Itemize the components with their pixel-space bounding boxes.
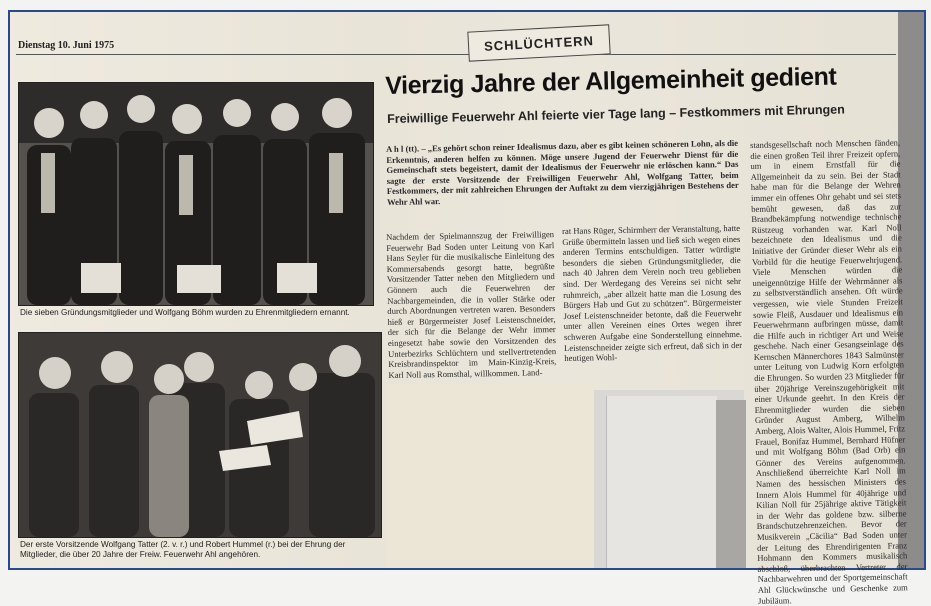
issue-date: Dienstag 10. Juni 1975: [18, 40, 115, 51]
photo-founding-members-image: [19, 83, 373, 305]
shadow-strip: [716, 400, 746, 568]
header-rule: [16, 54, 896, 55]
top-photo-caption: Die sieben Gründungsmitglieder und Wolfgang Böhm wurden zu Ehrenmitgliedern ernannt.: [20, 308, 350, 317]
article-column-3: standsgesellschaft noch Menschen fänden, die einen großen Teil ihrer Freizeit opfern, um in einem Ernstfall für die Allgemeinheit da zu sein. Bei der Stadt habe man für die Belange der Wehren immer ein offenes Ohr gehabt und sei stets bemüht gewesen, daß das zur Brandbekämpfung notwendige technische Rüstzeug vorhanden war. Karl Noll bezeichnete den Idealismus und die Initiative der Gründer dieser Wehr als ein Vorbild für die heutige Feuerwehrjugend. Viele Menschen würden die uneigennützige Hilfe der Wehrmänner als zu selbstverständlich ansehen. Oft würde vergessen, wie viele Stunden Freizeit sowie Fleiß, Ausdauer und Idealismus ein Feuerwehrmann aufbringen müsse, damit die Hilfe auch in richtiger Art und Weise geschehe. Nach einer Gesangseinlage des Kernschen Männerchores 1843 Salmünster unter Leitung von Ludwig Korn erfolgten die Ehrungen. So wurden 23 Mitglieder für über 20jährige Vereinszugehörigkeit mit einer Urkunde geehrt. In den Kreis der Ehrenmitglieder wurden die sieben Gründer August Amberg, Wilhelm Amberg, Alois Walter, Alois Hummel, Fritz Frauel, Bonifaz Hummel, Bernhard Hüfner und mit Wolfgang Böhm (Bad Orb) ein Gönner des Vereins aufgenommen. Anschließend überreichte Karl Noll im Namen des hessischen Ministers des Innern Alois Hummel für 40jährige und Kilian Noll für 25jährige aktive Tätigkeit in der Wehr das goldene bzw. silberne Brandschutzehrenzeichen. Bevor der Musikverein „Cäcilia“ Bad Soden unter der Leitung des Ehrendirigenten Franz Hohmann den Kommers musikalisch abschloß, überbrachten Vertreter der Nachbarwehren und der Sportgemeinschaft Ahl Glückwünsche und Geschenke zum Jubiläum.: [750, 137, 908, 606]
overlapping-clipping: [606, 396, 717, 568]
article-column-1: Nachdem der Spielmannszug der Freiwilligen Feuerwehr Bad Soden unter Leitung von Karl Hans Seyler für die musikalische Einleitung des Kommersabends gesorgt hatte, begrüßte Vorsitzender Tatter neben den Mitgliedern und Gönnern auch die Feuerwehren der Nachbargemeinden, die in voller Stärke oder durch Abordnungen vertreten waren. Besonders hieß er Bürgermeister Josef Leistenschneider, der sich für die Belange der Wehr immer eingesetzt habe sowie den Vorsitzenden des Unterbezirks Schlüchtern und stellvertretenden Kreisbrandinspektor im Main-Kinzig-Kreis, Karl Noll aus Romsthal, willkommen. Land-: [386, 229, 557, 380]
photo-honoring-ceremony-image: [19, 333, 381, 537]
article-subheadline: Freiwillige Feuerwehr Ahl feierte vier Tage lang – Festkommers mit Ehrungen: [387, 102, 845, 126]
blank-paper-area: [386, 384, 594, 568]
bottom-photo-caption: Der erste Vorsitzende Wolfgang Tatter (2. v. r.) und Robert Hummel (r.) bei der Ehrung der Mitglieder, die über 20 Jahre der Freiw. Feuerwehr Ahl angehören.: [20, 540, 346, 559]
photo-honoring-ceremony: [18, 332, 382, 538]
section-label: SCHLÜCHTERN: [467, 24, 610, 61]
photo-founding-members: [18, 82, 374, 306]
article-column-2: rat Hans Rüger, Schirmherr der Veranstaltung, hatte Grüße übermitteln lassen und ließ sich wegen eines anderen Termins entschuldigen. Tatter würdigte besonders die sieben Gründungsmitglieder, die nach 40 Jahren dem Verein noch treu geblieben sind. Der Werdegang des Vereins sei nicht sehr ruhmreich, „aber allzeit hatte man die Losung des Bürgers Hab und Gut zu schützen“. Bürgermeister Josef Leistenschneider betonte, daß die Feuerwehr unter allen Vereinen eines Ortes wegen ihrer schweren Aufgabe eine Sonderstellung einnehme. Leistenschneider zeigte sich erfreut, daß sich in der heutigen Wohl-: [562, 222, 743, 364]
newspaper-clipping: [8, 10, 926, 606]
article-headline: Vierzig Jahre der Allgemeinheit gedient: [385, 62, 837, 100]
article-lead: A h l (tt). – „Es gehört schon reiner Idealismus dazu, aber es gibt keinen schöneren Lohn, als die Erkenntnis, anderen helfen zu können. Möge unsere Jugend der Feuerwehr Dienst für die Gemeinschaft stets begeistert, damit der Idealismus der Feuerwehr nie erlöschen kann.“ Das sagte der erste Vorsitzende der Freiwilligen Feuerwehr Ahl, Wolfgang Tatter, beim Festkommers, der mit zahlreichen Ehrungen der Auftakt zu dem vierzigjährigen Bestehens der Wehr Ahl war.: [386, 137, 739, 207]
